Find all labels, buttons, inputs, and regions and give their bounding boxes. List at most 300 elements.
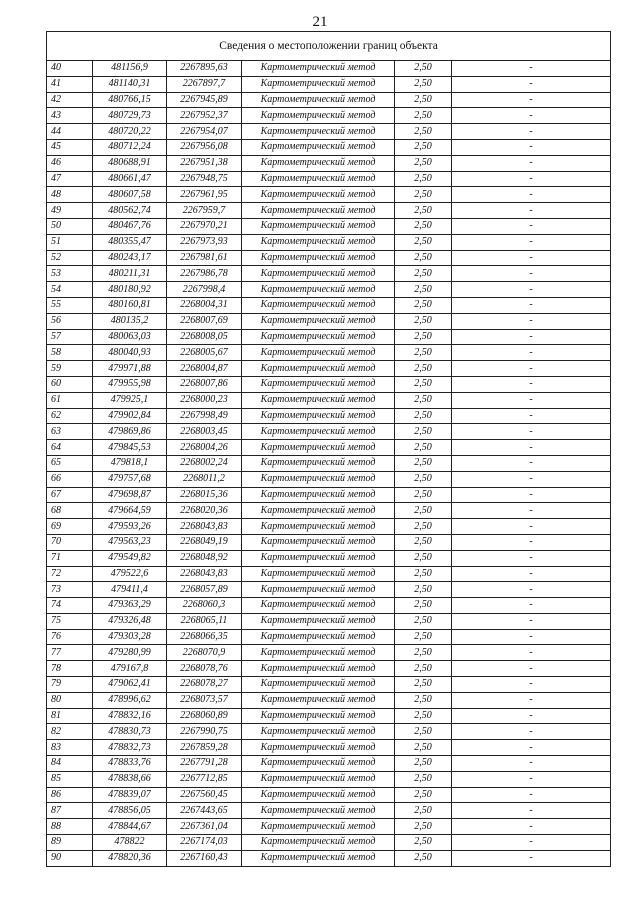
- cell-note: -: [452, 171, 611, 187]
- cell-coordinate-y: 2268004,87: [167, 361, 242, 377]
- cell-point-number: 67: [47, 487, 93, 503]
- cell-method: Картометрический метод: [242, 519, 395, 535]
- cell-method: Картометрический метод: [242, 155, 395, 171]
- cell-note: -: [452, 250, 611, 266]
- table-row: [47, 677, 611, 693]
- cell-accuracy: 2,50: [395, 234, 452, 250]
- cell-accuracy: 2,50: [395, 139, 452, 155]
- cell-method: Картометрический метод: [242, 740, 395, 756]
- cell-note: -: [452, 282, 611, 298]
- cell-accuracy: 2,50: [395, 550, 452, 566]
- cell-point-number: 79: [47, 677, 93, 693]
- cell-method: Картометрический метод: [242, 819, 395, 835]
- cell-coordinate-y: 2267361,04: [167, 819, 242, 835]
- cell-method: Картометрический метод: [242, 835, 395, 851]
- table-row: [47, 550, 611, 566]
- cell-coordinate-y: 2268043,83: [167, 566, 242, 582]
- cell-method: Картометрический метод: [242, 76, 395, 92]
- cell-accuracy: 2,50: [395, 203, 452, 219]
- cell-method: Картометрический метод: [242, 345, 395, 361]
- cell-note: -: [452, 835, 611, 851]
- cell-point-number: 71: [47, 550, 93, 566]
- cell-note: -: [452, 392, 611, 408]
- cell-coordinate-x: 480160,81: [93, 297, 167, 313]
- cell-point-number: 47: [47, 171, 93, 187]
- cell-method: Картометрический метод: [242, 787, 395, 803]
- cell-coordinate-y: 2267443,65: [167, 803, 242, 819]
- cell-coordinate-x: 479593,26: [93, 519, 167, 535]
- cell-coordinate-y: 2268078,76: [167, 661, 242, 677]
- cell-coordinate-x: 480040,93: [93, 345, 167, 361]
- table-row: [47, 803, 611, 819]
- table-row: [47, 108, 611, 124]
- cell-note: -: [452, 677, 611, 693]
- cell-accuracy: 2,50: [395, 835, 452, 851]
- cell-coordinate-x: 479062,41: [93, 677, 167, 693]
- cell-method: Картометрический метод: [242, 503, 395, 519]
- cell-point-number: 45: [47, 139, 93, 155]
- cell-note: -: [452, 756, 611, 772]
- cell-note: -: [452, 440, 611, 456]
- cell-coordinate-y: 2267945,89: [167, 92, 242, 108]
- cell-coordinate-y: 2268048,92: [167, 550, 242, 566]
- cell-coordinate-y: 2268066,35: [167, 629, 242, 645]
- cell-point-number: 46: [47, 155, 93, 171]
- cell-coordinate-y: 2267981,61: [167, 250, 242, 266]
- cell-point-number: 63: [47, 424, 93, 440]
- cell-accuracy: 2,50: [395, 566, 452, 582]
- cell-coordinate-x: 479869,86: [93, 424, 167, 440]
- cell-method: Картометрический метод: [242, 455, 395, 471]
- cell-note: -: [452, 771, 611, 787]
- cell-point-number: 59: [47, 361, 93, 377]
- cell-method: Картометрический метод: [242, 661, 395, 677]
- cell-point-number: 61: [47, 392, 93, 408]
- cell-coordinate-y: 2268020,36: [167, 503, 242, 519]
- cell-point-number: 75: [47, 613, 93, 629]
- cell-note: -: [452, 187, 611, 203]
- cell-coordinate-x: 480211,31: [93, 266, 167, 282]
- cell-coordinate-x: 479757,68: [93, 471, 167, 487]
- cell-method: Картометрический метод: [242, 645, 395, 661]
- cell-coordinate-x: 479664,59: [93, 503, 167, 519]
- cell-point-number: 49: [47, 203, 93, 219]
- cell-coordinate-x: 480355,47: [93, 234, 167, 250]
- cell-coordinate-x: 480712,24: [93, 139, 167, 155]
- cell-coordinate-x: 479845,53: [93, 440, 167, 456]
- cell-point-number: 82: [47, 724, 93, 740]
- cell-accuracy: 2,50: [395, 487, 452, 503]
- cell-coordinate-y: 2267951,38: [167, 155, 242, 171]
- cell-accuracy: 2,50: [395, 455, 452, 471]
- cell-note: -: [452, 550, 611, 566]
- cell-coordinate-x: 479363,29: [93, 598, 167, 614]
- cell-accuracy: 2,50: [395, 76, 452, 92]
- cell-coordinate-x: 479549,82: [93, 550, 167, 566]
- cell-coordinate-y: 2268008,05: [167, 329, 242, 345]
- cell-point-number: 74: [47, 598, 93, 614]
- cell-coordinate-y: 2267712,85: [167, 771, 242, 787]
- cell-coordinate-x: 478838,66: [93, 771, 167, 787]
- cell-coordinate-x: 481156,9: [93, 61, 167, 77]
- cell-accuracy: 2,50: [395, 850, 452, 866]
- cell-note: -: [452, 76, 611, 92]
- cell-coordinate-x: 480607,58: [93, 187, 167, 203]
- cell-point-number: 68: [47, 503, 93, 519]
- cell-accuracy: 2,50: [395, 677, 452, 693]
- cell-point-number: 83: [47, 740, 93, 756]
- cell-coordinate-x: 479902,84: [93, 408, 167, 424]
- cell-point-number: 55: [47, 297, 93, 313]
- cell-accuracy: 2,50: [395, 155, 452, 171]
- cell-point-number: 60: [47, 376, 93, 392]
- cell-point-number: 62: [47, 408, 93, 424]
- table-row: [47, 708, 611, 724]
- cell-coordinate-x: 478996,62: [93, 692, 167, 708]
- cell-note: -: [452, 218, 611, 234]
- cell-coordinate-x: 480766,15: [93, 92, 167, 108]
- cell-method: Картометрический метод: [242, 297, 395, 313]
- table-row: [47, 313, 611, 329]
- table-row: [47, 819, 611, 835]
- cell-coordinate-y: 2268000,23: [167, 392, 242, 408]
- table-row: [47, 645, 611, 661]
- cell-method: Картометрический метод: [242, 139, 395, 155]
- cell-point-number: 58: [47, 345, 93, 361]
- cell-point-number: 77: [47, 645, 93, 661]
- cell-coordinate-y: 2268007,69: [167, 313, 242, 329]
- cell-point-number: 56: [47, 313, 93, 329]
- cell-note: -: [452, 613, 611, 629]
- table-row: [47, 203, 611, 219]
- cell-accuracy: 2,50: [395, 108, 452, 124]
- table-row: [47, 139, 611, 155]
- cell-coordinate-x: 481140,31: [93, 76, 167, 92]
- cell-coordinate-x: 480688,91: [93, 155, 167, 171]
- cell-accuracy: 2,50: [395, 661, 452, 677]
- cell-method: Картометрический метод: [242, 613, 395, 629]
- cell-note: -: [452, 787, 611, 803]
- cell-coordinate-x: 480063,03: [93, 329, 167, 345]
- cell-note: -: [452, 661, 611, 677]
- cell-coordinate-y: 2267859,28: [167, 740, 242, 756]
- cell-coordinate-y: 2267954,07: [167, 124, 242, 140]
- cell-coordinate-x: 480180,92: [93, 282, 167, 298]
- cell-accuracy: 2,50: [395, 61, 452, 77]
- table-row: [47, 835, 611, 851]
- cell-point-number: 43: [47, 108, 93, 124]
- cell-point-number: 87: [47, 803, 93, 819]
- cell-coordinate-x: 480661,47: [93, 171, 167, 187]
- table-row: [47, 787, 611, 803]
- table-row: [47, 440, 611, 456]
- cell-method: Картометрический метод: [242, 376, 395, 392]
- cell-coordinate-y: 2267897,7: [167, 76, 242, 92]
- cell-coordinate-y: 2267948,75: [167, 171, 242, 187]
- table-row: [47, 171, 611, 187]
- cell-note: -: [452, 582, 611, 598]
- table-row: [47, 361, 611, 377]
- cell-coordinate-x: 480467,76: [93, 218, 167, 234]
- cell-accuracy: 2,50: [395, 329, 452, 345]
- cell-note: -: [452, 297, 611, 313]
- cell-method: Картометрический метод: [242, 203, 395, 219]
- cell-note: -: [452, 534, 611, 550]
- table-row: [47, 376, 611, 392]
- cell-accuracy: 2,50: [395, 392, 452, 408]
- cell-note: -: [452, 108, 611, 124]
- table-row: [47, 282, 611, 298]
- cell-point-number: 78: [47, 661, 93, 677]
- table-row: [47, 266, 611, 282]
- cell-note: -: [452, 155, 611, 171]
- cell-coordinate-x: 480729,73: [93, 108, 167, 124]
- cell-accuracy: 2,50: [395, 598, 452, 614]
- table-row: [47, 250, 611, 266]
- cell-method: Картометрический метод: [242, 629, 395, 645]
- cell-point-number: 88: [47, 819, 93, 835]
- cell-method: Картометрический метод: [242, 471, 395, 487]
- cell-method: Картометрический метод: [242, 677, 395, 693]
- cell-accuracy: 2,50: [395, 282, 452, 298]
- cell-coordinate-y: 2267973,93: [167, 234, 242, 250]
- table-row: [47, 471, 611, 487]
- table-row: [47, 598, 611, 614]
- cell-note: -: [452, 266, 611, 282]
- cell-point-number: 73: [47, 582, 93, 598]
- cell-coordinate-x: 479818,1: [93, 455, 167, 471]
- cell-point-number: 53: [47, 266, 93, 282]
- cell-coordinate-y: 2267959,7: [167, 203, 242, 219]
- cell-method: Картометрический метод: [242, 756, 395, 772]
- cell-coordinate-x: 480135,2: [93, 313, 167, 329]
- cell-coordinate-x: 479522,6: [93, 566, 167, 582]
- cell-coordinate-y: 2267952,37: [167, 108, 242, 124]
- cell-accuracy: 2,50: [395, 440, 452, 456]
- cell-coordinate-y: 2268060,3: [167, 598, 242, 614]
- cell-accuracy: 2,50: [395, 124, 452, 140]
- cell-coordinate-x: 478844,67: [93, 819, 167, 835]
- cell-coordinate-x: 479326,48: [93, 613, 167, 629]
- cell-method: Картометрический метод: [242, 361, 395, 377]
- cell-point-number: 57: [47, 329, 93, 345]
- cell-accuracy: 2,50: [395, 171, 452, 187]
- table-row: [47, 187, 611, 203]
- cell-coordinate-x: 479167,8: [93, 661, 167, 677]
- cell-coordinate-y: 2268060,89: [167, 708, 242, 724]
- cell-coordinate-y: 2267970,21: [167, 218, 242, 234]
- cell-coordinate-y: 2268065,11: [167, 613, 242, 629]
- cell-point-number: 41: [47, 76, 93, 92]
- cell-note: -: [452, 566, 611, 582]
- table-row: [47, 566, 611, 582]
- cell-point-number: 40: [47, 61, 93, 77]
- cell-accuracy: 2,50: [395, 803, 452, 819]
- cell-method: Картометрический метод: [242, 582, 395, 598]
- table-row: [47, 519, 611, 535]
- cell-accuracy: 2,50: [395, 345, 452, 361]
- cell-point-number: 48: [47, 187, 93, 203]
- cell-accuracy: 2,50: [395, 250, 452, 266]
- cell-point-number: 85: [47, 771, 93, 787]
- cell-method: Картометрический метод: [242, 124, 395, 140]
- table-row: [47, 724, 611, 740]
- cell-coordinate-y: 2268073,57: [167, 692, 242, 708]
- cell-point-number: 90: [47, 850, 93, 866]
- cell-accuracy: 2,50: [395, 692, 452, 708]
- cell-method: Картометрический метод: [242, 692, 395, 708]
- table-row: [47, 345, 611, 361]
- cell-method: Картометрический метод: [242, 266, 395, 282]
- cell-method: Картометрический метод: [242, 329, 395, 345]
- cell-accuracy: 2,50: [395, 740, 452, 756]
- table-body: [47, 32, 611, 867]
- table-row: [47, 503, 611, 519]
- cell-accuracy: 2,50: [395, 756, 452, 772]
- cell-accuracy: 2,50: [395, 534, 452, 550]
- cell-coordinate-x: 479563,23: [93, 534, 167, 550]
- cell-accuracy: 2,50: [395, 297, 452, 313]
- cell-accuracy: 2,50: [395, 787, 452, 803]
- cell-method: Картометрический метод: [242, 92, 395, 108]
- cell-accuracy: 2,50: [395, 218, 452, 234]
- cell-coordinate-x: 478830,73: [93, 724, 167, 740]
- cell-coordinate-y: 2268057,89: [167, 582, 242, 598]
- table-row: [47, 582, 611, 598]
- cell-accuracy: 2,50: [395, 376, 452, 392]
- cell-note: -: [452, 471, 611, 487]
- cell-coordinate-y: 2267956,08: [167, 139, 242, 155]
- cell-method: Картометрический метод: [242, 187, 395, 203]
- table-row: [47, 771, 611, 787]
- cell-note: -: [452, 92, 611, 108]
- table-row: [47, 408, 611, 424]
- table-row: [47, 155, 611, 171]
- table-title: Сведения о местоположении границ объекта: [47, 32, 611, 61]
- cell-method: Картометрический метод: [242, 487, 395, 503]
- cell-coordinate-x: 478822: [93, 835, 167, 851]
- cell-coordinate-x: 478833,76: [93, 756, 167, 772]
- cell-accuracy: 2,50: [395, 613, 452, 629]
- cell-note: -: [452, 345, 611, 361]
- cell-method: Картометрический метод: [242, 724, 395, 740]
- cell-note: -: [452, 708, 611, 724]
- cell-point-number: 84: [47, 756, 93, 772]
- table-row: [47, 234, 611, 250]
- cell-coordinate-y: 2267895,63: [167, 61, 242, 77]
- table-row: [47, 629, 611, 645]
- cell-method: Картометрический метод: [242, 550, 395, 566]
- cell-coordinate-y: 2268049,19: [167, 534, 242, 550]
- cell-coordinate-x: 478820,36: [93, 850, 167, 866]
- cell-coordinate-y: 2267560,45: [167, 787, 242, 803]
- cell-coordinate-x: 479280,99: [93, 645, 167, 661]
- cell-method: Картометрический метод: [242, 392, 395, 408]
- table-row: [47, 850, 611, 866]
- cell-coordinate-y: 2268004,31: [167, 297, 242, 313]
- cell-coordinate-y: 2267998,4: [167, 282, 242, 298]
- cell-point-number: 54: [47, 282, 93, 298]
- cell-note: -: [452, 819, 611, 835]
- cell-coordinate-x: 478839,07: [93, 787, 167, 803]
- cell-note: -: [452, 740, 611, 756]
- cell-method: Картометрический метод: [242, 108, 395, 124]
- cell-note: -: [452, 487, 611, 503]
- cell-point-number: 69: [47, 519, 93, 535]
- cell-accuracy: 2,50: [395, 313, 452, 329]
- cell-point-number: 65: [47, 455, 93, 471]
- cell-method: Картометрический метод: [242, 218, 395, 234]
- cell-note: -: [452, 503, 611, 519]
- cell-point-number: 86: [47, 787, 93, 803]
- cell-method: Картометрический метод: [242, 771, 395, 787]
- table-row: [47, 756, 611, 772]
- cell-point-number: 66: [47, 471, 93, 487]
- boundary-coordinates-table: [46, 31, 611, 867]
- cell-coordinate-x: 479303,28: [93, 629, 167, 645]
- cell-accuracy: 2,50: [395, 771, 452, 787]
- table-title-row: [47, 32, 611, 61]
- cell-coordinate-x: 479411,4: [93, 582, 167, 598]
- cell-point-number: 44: [47, 124, 93, 140]
- cell-note: -: [452, 376, 611, 392]
- cell-method: Картометрический метод: [242, 61, 395, 77]
- table-row: [47, 740, 611, 756]
- table-row: [47, 124, 611, 140]
- cell-coordinate-x: 480243,17: [93, 250, 167, 266]
- cell-point-number: 81: [47, 708, 93, 724]
- cell-note: -: [452, 408, 611, 424]
- cell-accuracy: 2,50: [395, 408, 452, 424]
- cell-coordinate-x: 478832,16: [93, 708, 167, 724]
- page-number: 21: [312, 14, 328, 30]
- cell-point-number: 51: [47, 234, 93, 250]
- cell-method: Картометрический метод: [242, 250, 395, 266]
- cell-coordinate-y: 2267791,28: [167, 756, 242, 772]
- cell-accuracy: 2,50: [395, 266, 452, 282]
- cell-note: -: [452, 850, 611, 866]
- cell-coordinate-y: 2268007,86: [167, 376, 242, 392]
- cell-method: Картометрический метод: [242, 282, 395, 298]
- cell-note: -: [452, 598, 611, 614]
- cell-method: Картометрический метод: [242, 534, 395, 550]
- cell-coordinate-y: 2268015,36: [167, 487, 242, 503]
- cell-coordinate-x: 479698,87: [93, 487, 167, 503]
- cell-note: -: [452, 692, 611, 708]
- cell-accuracy: 2,50: [395, 708, 452, 724]
- cell-method: Картометрический метод: [242, 313, 395, 329]
- table-row: [47, 392, 611, 408]
- cell-note: -: [452, 645, 611, 661]
- cell-method: Картометрический метод: [242, 803, 395, 819]
- cell-point-number: 80: [47, 692, 93, 708]
- table-row: [47, 76, 611, 92]
- cell-note: -: [452, 313, 611, 329]
- table-row: [47, 424, 611, 440]
- cell-accuracy: 2,50: [395, 361, 452, 377]
- table-row: [47, 61, 611, 77]
- cell-method: Картометрический метод: [242, 566, 395, 582]
- table-row: [47, 692, 611, 708]
- cell-accuracy: 2,50: [395, 819, 452, 835]
- cell-method: Картометрический метод: [242, 440, 395, 456]
- table-row: [47, 661, 611, 677]
- cell-note: -: [452, 361, 611, 377]
- cell-point-number: 52: [47, 250, 93, 266]
- cell-point-number: 70: [47, 534, 93, 550]
- cell-accuracy: 2,50: [395, 582, 452, 598]
- cell-note: -: [452, 203, 611, 219]
